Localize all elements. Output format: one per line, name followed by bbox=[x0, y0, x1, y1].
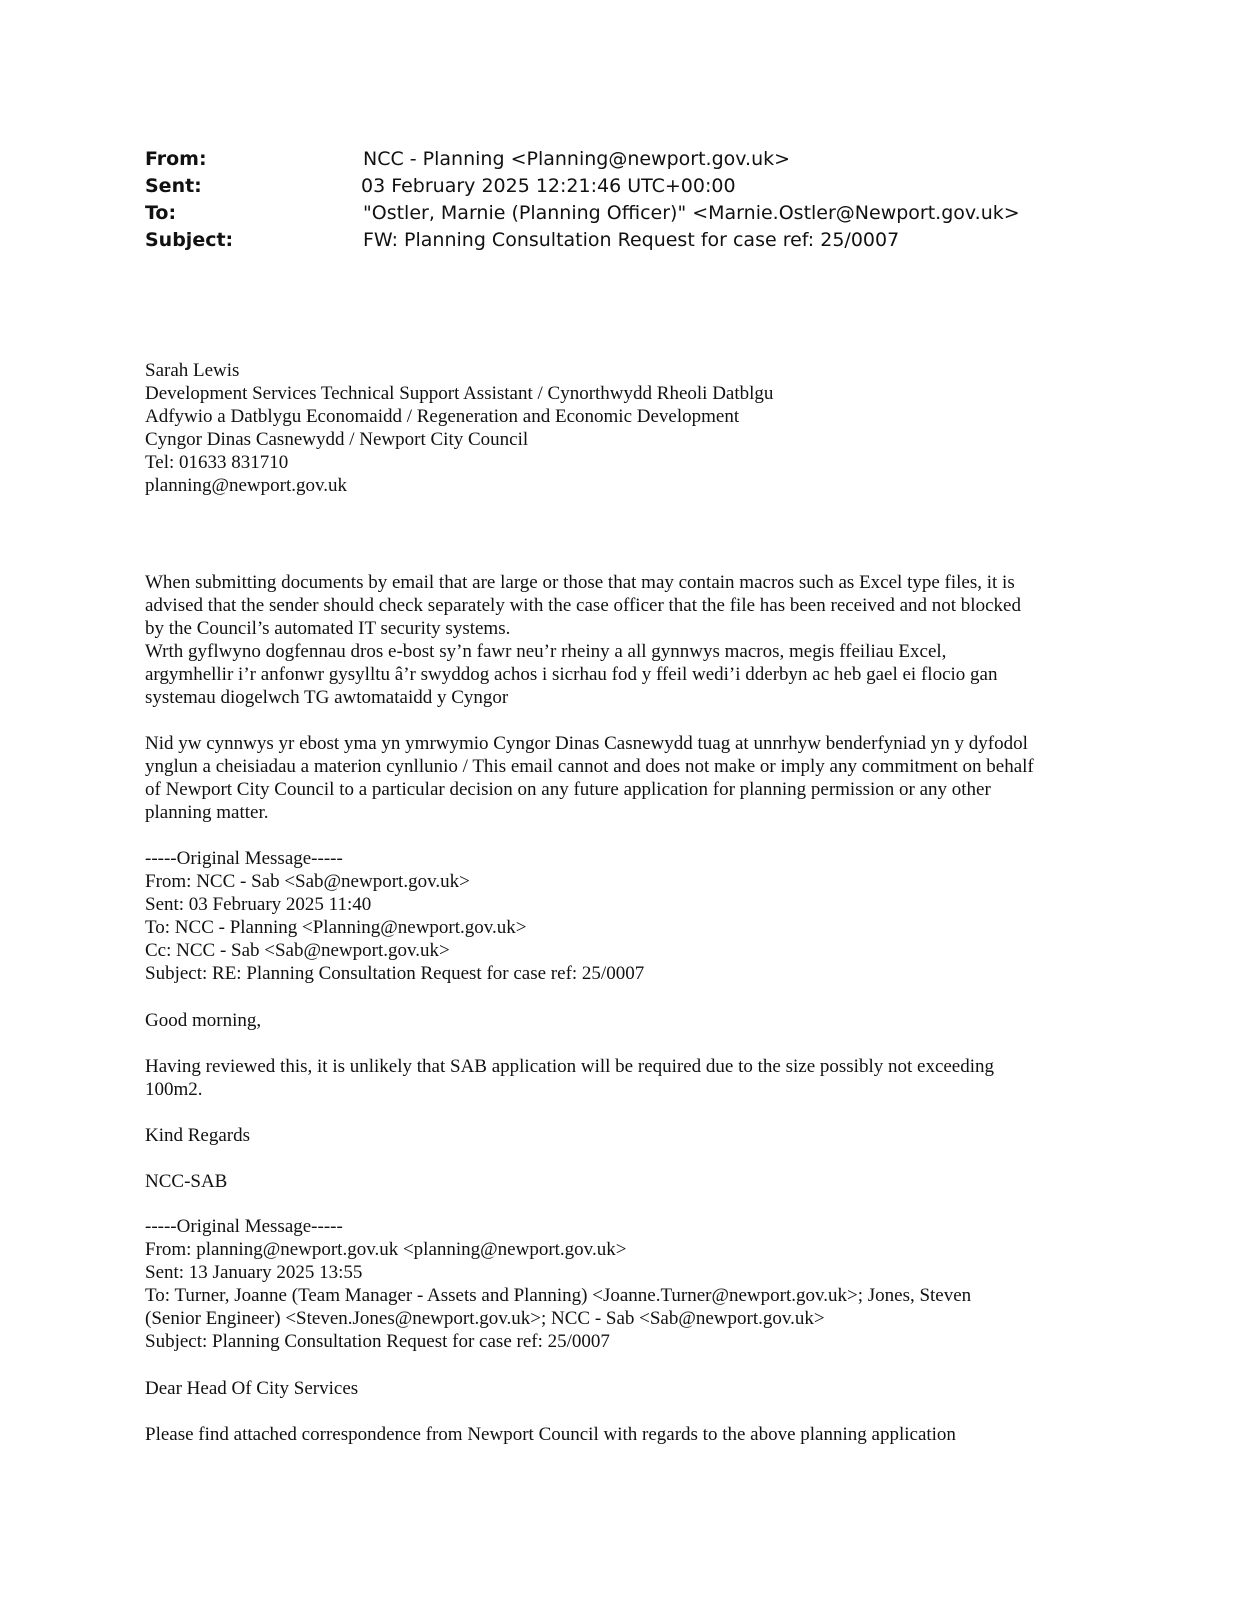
original-message-separator: -----Original Message----- bbox=[145, 1216, 343, 1237]
email-header bbox=[145, 146, 1125, 254]
signature-organisation: Cyngor Dinas Casnewydd / Newport City Council bbox=[145, 429, 529, 450]
signature-department: Adfywio a Datblygu Economaidd / Regeneration and Economic Development bbox=[145, 406, 740, 427]
notice-line: argymhellir i’r anfonwr gysylltu â’r swyddog achos i sicrhau fod y ffeil wedi’i dderbyn ac heb gael ei flocio gan bbox=[145, 664, 998, 685]
original-message-from: From: NCC - Sab <Sab@newport.gov.uk> bbox=[145, 871, 470, 892]
original-message-separator: -----Original Message----- bbox=[145, 848, 343, 869]
disclaimer-line: Nid yw cynnwys yr ebost yma yn ymrwymio Cyngor Dinas Casnewydd tuag at unnrhyw benderfyniad yn y dyfodol bbox=[145, 733, 1028, 754]
signature-name: Sarah Lewis bbox=[145, 360, 240, 381]
original-message-cc: Cc: NCC - Sab <Sab@newport.gov.uk> bbox=[145, 940, 450, 961]
to-value: "Ostler, Marnie (Planning Officer)" <Marnie.Ostler@Newport.gov.uk> bbox=[363, 202, 1020, 224]
sent-label: Sent: bbox=[145, 175, 202, 197]
sab-signature bbox=[145, 1170, 1105, 1193]
header-to-row bbox=[145, 200, 1125, 227]
disclaimer-line: of Newport City Council to a particular decision on any future application for planning permission or any other bbox=[145, 779, 991, 800]
header-from-row bbox=[145, 146, 1125, 173]
notice-line: by the Council’s automated IT security systems. bbox=[145, 618, 511, 639]
from-label: From: bbox=[145, 148, 207, 170]
original-message-sent: Sent: 13 January 2025 13:55 bbox=[145, 1262, 363, 1283]
regards bbox=[145, 1124, 1105, 1147]
signature-email: planning@newport.gov.uk bbox=[145, 475, 348, 496]
review-line: Having reviewed this, it is unlikely that SAB application will be required due to the size possibly not exceeding bbox=[145, 1056, 995, 1077]
closing-text: Please find attached correspondence from Newport Council with regards to the above planning application bbox=[145, 1424, 956, 1445]
original-message-sent: Sent: 03 February 2025 11:40 bbox=[145, 894, 372, 915]
to-label: To: bbox=[145, 202, 177, 224]
signature-phone: Tel: 01633 831710 bbox=[145, 452, 289, 473]
original-message-from: From: planning@newport.gov.uk <planning@newport.gov.uk> bbox=[145, 1239, 627, 1260]
greeting-text: Good morning, bbox=[145, 1010, 262, 1031]
sab-signature-text: NCC-SAB bbox=[145, 1171, 228, 1192]
original-message-subject: Subject: RE: Planning Consultation Request for case ref: 25/0007 bbox=[145, 963, 645, 984]
original-message-2 bbox=[145, 1215, 1105, 1353]
original-message-to: To: Turner, Joanne (Team Manager - Assets and Planning) <Joanne.Turner@newport.gov.uk>; Jones, Steven bbox=[145, 1285, 972, 1306]
review-line: 100m2. bbox=[145, 1079, 203, 1100]
security-notice bbox=[145, 571, 1105, 709]
signature-job-title: Development Services Technical Support Assistant / Cynorthwydd Rheoli Datblgu bbox=[145, 383, 774, 404]
sender-signature bbox=[145, 359, 1105, 497]
original-message-1 bbox=[145, 847, 1105, 985]
notice-line: Wrth gyflwyno dogfennau dros e-bost sy’n fawr neu’r rheiny a all gynnwys macros, megis ffeiliau Excel, bbox=[145, 641, 947, 662]
subject-label: Subject: bbox=[145, 229, 234, 251]
disclaimer-line: planning matter. bbox=[145, 802, 269, 823]
from-value: NCC - Planning <Planning@newport.gov.uk> bbox=[363, 148, 791, 170]
original-message-subject: Subject: Planning Consultation Request for case ref: 25/0007 bbox=[145, 1331, 610, 1352]
original-message-to-continued: (Senior Engineer) <Steven.Jones@newport.gov.uk>; NCC - Sab <Sab@newport.gov.uk> bbox=[145, 1308, 825, 1329]
subject-value: FW: Planning Consultation Request for case ref: 25/0007 bbox=[363, 229, 900, 251]
notice-line: systemau diogelwch TG awtomataidd y Cyngor bbox=[145, 687, 509, 708]
notice-line: advised that the sender should check separately with the case officer that the file has been received and not blocked bbox=[145, 595, 1021, 616]
header-subject-row bbox=[145, 227, 1125, 254]
sent-value: 03 February 2025 12:21:46 UTC+00:00 bbox=[361, 175, 736, 197]
regards-text: Kind Regards bbox=[145, 1125, 251, 1146]
greeting bbox=[145, 1009, 1105, 1032]
original-message-to: To: NCC - Planning <Planning@newport.gov.uk> bbox=[145, 917, 527, 938]
review-paragraph bbox=[145, 1055, 1105, 1101]
disclaimer-line: ynglun a cheisiadau a materion cynllunio / This email cannot and does not make or imply any commitment on behalf bbox=[145, 756, 1034, 777]
salutation bbox=[145, 1377, 1105, 1400]
salutation-text: Dear Head Of City Services bbox=[145, 1378, 359, 1399]
closing-paragraph bbox=[145, 1423, 1105, 1446]
notice-line: When submitting documents by email that are large or those that may contain macros such as Excel type files, it is bbox=[145, 572, 1015, 593]
header-sent-row bbox=[145, 173, 1125, 200]
disclaimer bbox=[145, 732, 1105, 824]
